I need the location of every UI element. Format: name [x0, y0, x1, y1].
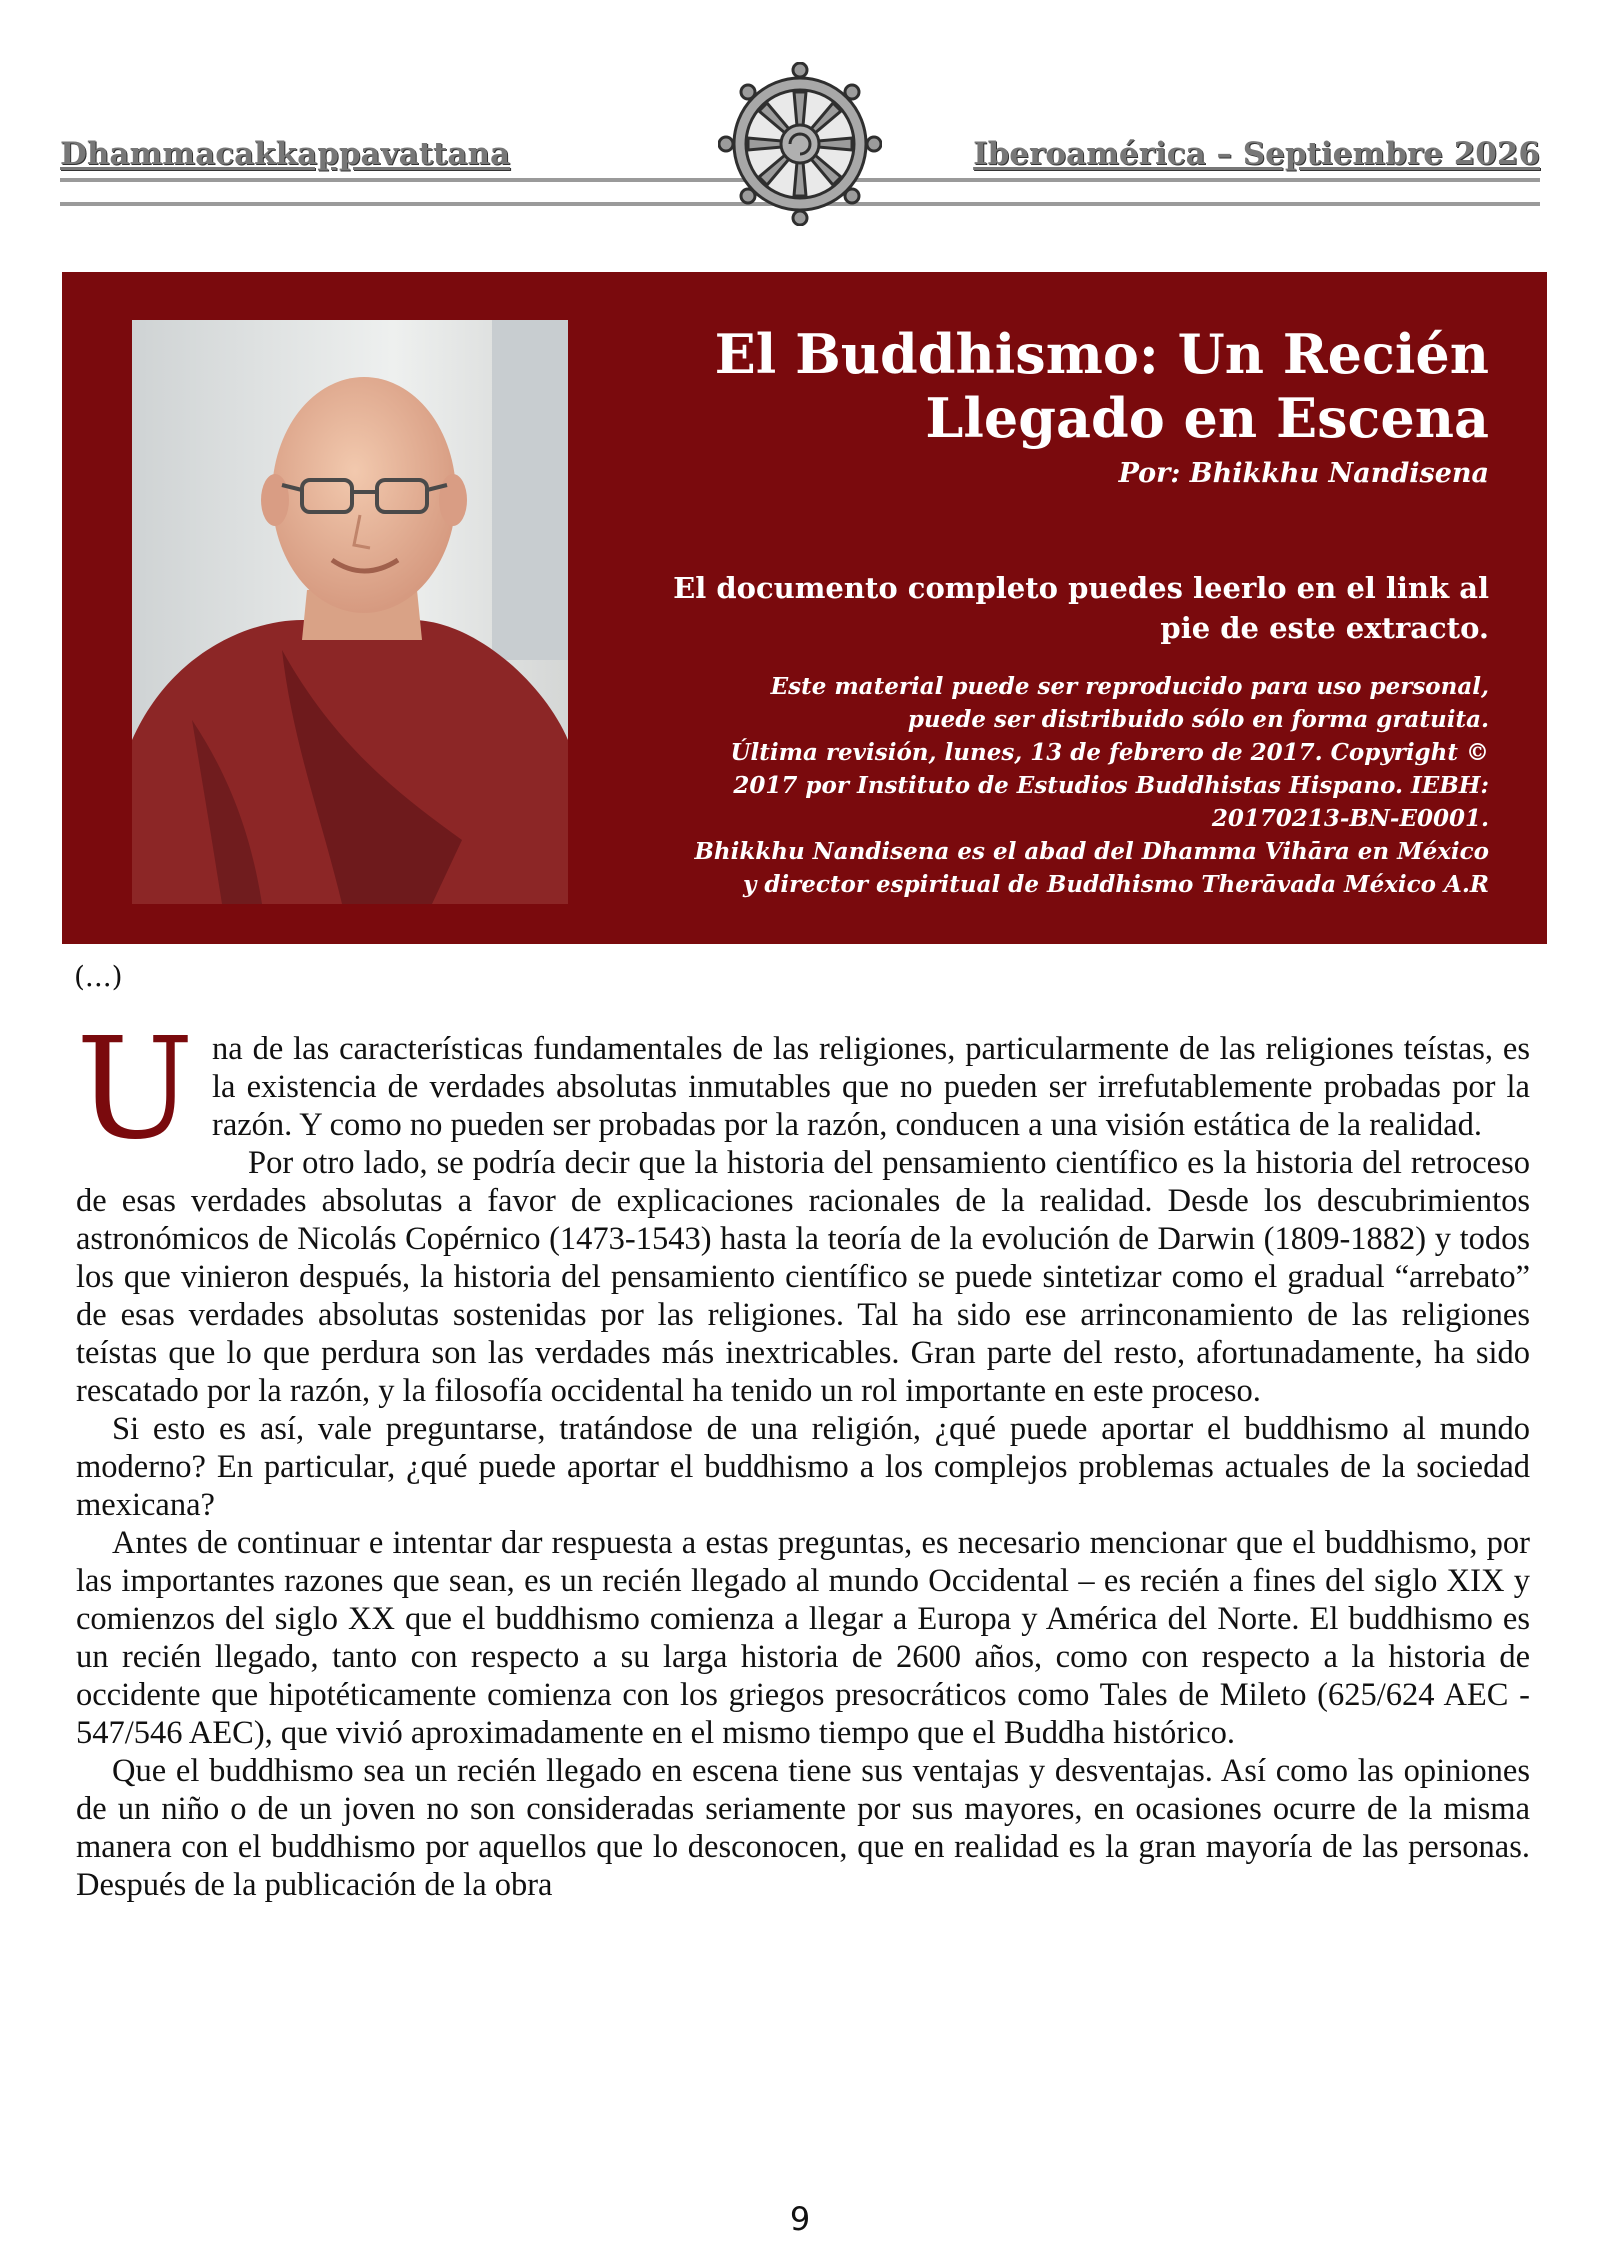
article-body	[76, 1008, 1530, 1904]
page-number: 9	[789, 2200, 811, 2238]
note-line1: El documento completo puedes leerlo en el link al	[673, 571, 1489, 605]
dharma-wheel-icon	[718, 62, 882, 226]
drop-cap: U	[76, 1008, 194, 1171]
paragraph-1	[76, 1008, 1530, 1171]
article-title-line2: Llegado en Escena	[925, 386, 1489, 450]
running-header-title: Dhammacakkappavattana	[60, 136, 511, 172]
paragraph-3: Si esto es así, vale preguntarse, tratándose de una religión, ¿qué puede aportar el buddhismo al mundo moderno? En particular, ¿qué puede aportar el buddhismo a los complejos problemas actuales de la sociedad mexicana?	[76, 1411, 1530, 1523]
author-photo	[132, 320, 568, 904]
legal-line: Última revisión, lunes, 13 de febrero de 2017. Copyright ©	[730, 739, 1489, 766]
copyright-notice	[529, 670, 1489, 901]
legal-line: 20170213-BN-E0001.	[1211, 805, 1489, 832]
paragraph-2: Por otro lado, se podría decir que la historia del pensamiento científico es la historia del retroceso de esas verdades absolutas a favor de explicaciones racionales de la realidad. Desde los descubrimientos astronómicos de Nicolás Copérnico (1473-1543) hasta la teoría de la evolución de Darwin (1809-1882) y todos los que vinieron después, la historia del pensamiento científico se puede sintetizar como el gradual “arrebato” de esas verdades absolutas sostenidas por las religiones. Tal ha sido ese arrinconamiento de las religiones teístas que lo que perdura son las verdades más inextricables. Gran parte del resto, afortunadamente, ha sido rescatado por la razón, y la filosofía occidental ha tenido un rol importante en este proceso.	[76, 1145, 1530, 1409]
excerpt-ellipsis: (...)	[74, 960, 123, 993]
legal-line: puede ser distribuido sólo en forma gratuita.	[907, 706, 1489, 733]
paragraph-4: Antes de continuar e intentar dar respuesta a estas preguntas, es necesario mencionar que el buddhismo, por las importantes razones que sean, es un recién llegado al mundo Occidental – es recién a fines del siglo XIX y comienzos del siglo XX que el buddhismo comienza a llegar a Europa y América del Norte. El buddhismo es un recién llegado, tanto con respecto a su larga historia de 2600 años, como con respecto a la historia de occidente que hipotéticamente comienza con los griegos presocráticos como Tales de Mileto (625/624 AEC - 547/546 AEC), que vivió aproximadamente en el mismo tiempo que el Buddha histórico.	[76, 1525, 1530, 1751]
legal-line: y director espiritual de Buddhismo Therāvada México A.R	[742, 871, 1489, 898]
paragraph-1-text: na de las características fundamentales de las religiones, particularmente de las religiones teístas, es la existencia de verdades absolutas inmutables que no pueden ser irrefutablemente probadas por la razón. Y como no pueden ser probadas por la razón, conducen a una visión estática de la realidad.	[212, 1031, 1530, 1143]
article-title-line1: El Buddhismo: Un Recién	[714, 322, 1489, 386]
note-line2: pie de este extracto.	[1160, 611, 1489, 645]
running-header-issue: Iberoamérica – Septiembre 2026	[973, 136, 1540, 172]
legal-line: Este material puede ser reproducido para uso personal,	[770, 673, 1489, 700]
full-document-note	[609, 568, 1489, 648]
paragraph-5: Que el buddhismo sea un recién llegado en escena tiene sus ventajas y desventajas. Así como las opiniones de un niño o de un joven no son consideradas seriamente por sus mayores, en ocasiones ocurre de la misma manera con el buddhismo por aquellos que lo desconocen, que en realidad es la gran mayoría de las personas. Después de la publicación de la obra	[76, 1753, 1530, 1903]
article-title	[669, 322, 1489, 450]
article-byline: Por: Bhikkhu Nandisena	[1118, 458, 1489, 489]
article-banner	[62, 272, 1547, 944]
legal-line: Bhikkhu Nandisena es el abad del Dhamma Vihāra en México	[694, 838, 1489, 865]
legal-line: 2017 por Instituto de Estudios Buddhistas Hispano. IEBH:	[733, 772, 1489, 799]
